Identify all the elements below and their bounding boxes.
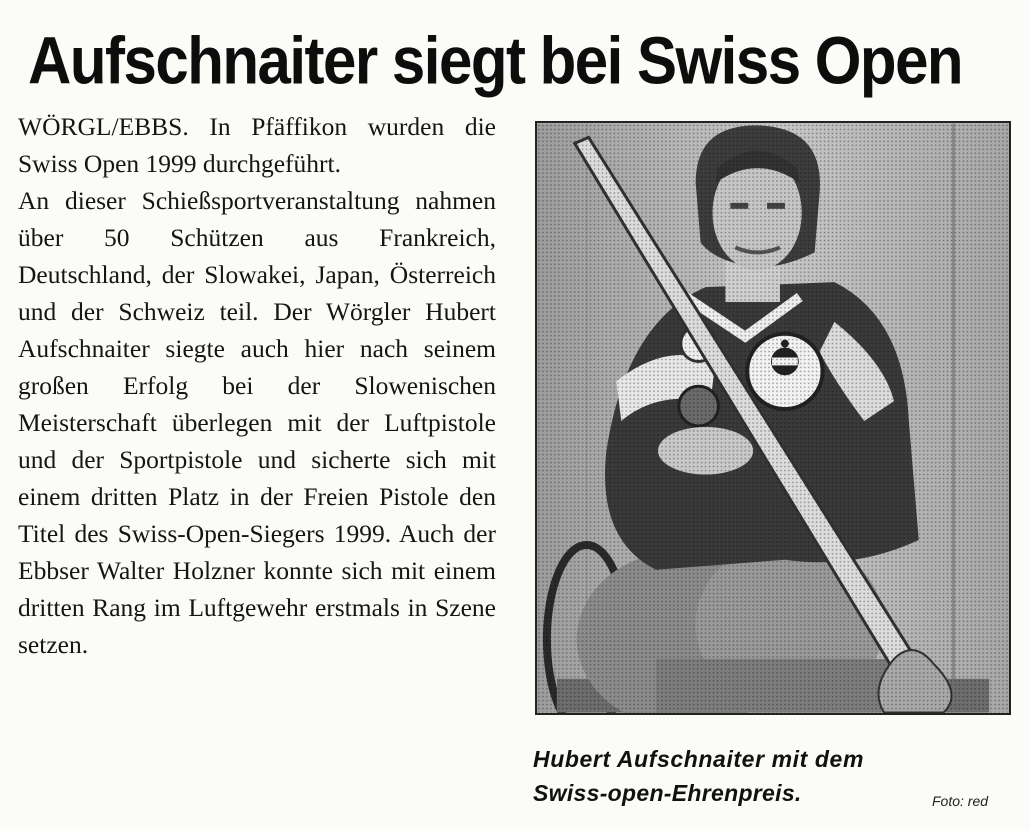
article-paragraph-1: WÖRGL/EBBS. In Pfäffikon wurden die Swiss Open 1999 durchgeführt. xyxy=(18,112,496,178)
article-photo xyxy=(535,121,1011,715)
article-body xyxy=(18,108,496,820)
photo-credit: Foto: red xyxy=(932,793,989,809)
photo-illustration xyxy=(537,123,1009,713)
photo-caption-line-1: Hubert Aufschnaiter mit dem xyxy=(533,746,865,772)
article-paragraph-2: An dieser Schießsportveranstaltung nahmen über 50 Schützen aus Frankreich, Deutschland, der Slowakei, Japan, Österreich und der Schweiz teil. Der Wörgler Hubert Aufschnaiter siegte auch hier nach seinem großen Erfolg bei der Slowenischen Meisterschaft überlegen mit der Luftpistole und der Sportpistole und sicherte sich mit einem dritten Platz in der Freien Pistole den Titel des Swiss-Open-Siegers 1999. Auch der Ebbser Walter Holzner konnte sich mit einem dritten Rang im Luftgewehr erstmals in Szene setzen. xyxy=(18,186,496,659)
photo-caption-line-2: Swiss-open-Ehrenpreis. xyxy=(533,780,802,806)
article-headline: Aufschnaiter siegt bei Swiss Open xyxy=(28,22,963,98)
